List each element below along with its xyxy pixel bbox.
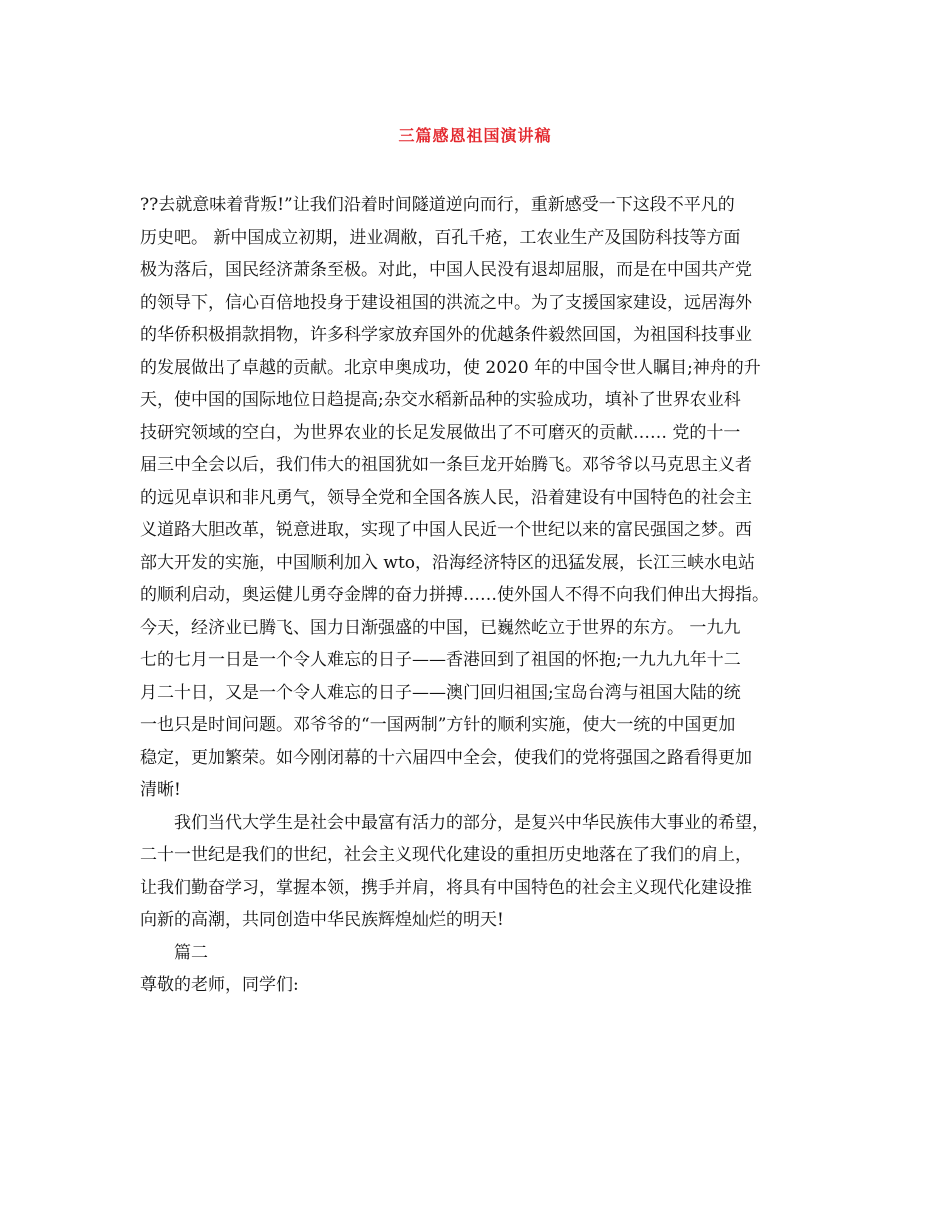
text-line: 的领导下，信心百倍地投身于建设祖国的洪流之中。为了支援国家建设，远居海外 [140,292,752,313]
text-line: 尊敬的老师，同学们: [140,975,299,995]
text-line: 我们当代大学生是社会中最富有活力的部分，是复兴中华民族伟大事业的希望， [174,812,769,833]
text-line: 让我们勤奋学习，掌握本领，携手并肩，将具有中国特色的社会主义现代化建设推 [140,877,752,898]
text-line: 向新的高潮，共同创造中华民族辉煌灿烂的明天! [140,910,504,930]
document-title: 三篇感恩祖国演讲稿 [398,126,552,145]
text-line: 清晰! [140,780,181,800]
text-line: 月二十日，又是一个令人难忘的日子——澳门回归祖国;宝岛台湾与祖国大陆的统 [140,682,741,703]
text-line: 届三中全会以后，我们伟大的祖国犹如一条巨龙开始腾飞。邓爷爷以马克思主义者 [140,455,752,475]
text-line: 天，使中国的国际地位日趋提高;杂交水稻新品种的实验成功，填补了世界农业科 [140,390,741,410]
text-line: 七的七月一日是一个令人难忘的日子——香港回到了祖国的怀抱;一九九九年十二 [140,650,741,670]
text-line: 的华侨积极捐款捐物，许多科学家放弃国外的优越条件毅然回国，为祖国科技事业 [140,325,752,345]
text-line: 的远见卓识和非凡勇气，领导全党和全国各族人民，沿着建设有中国特色的社会主 [140,487,752,508]
text-line: 稳定，更加繁荣。如今刚闭幕的十六届四中全会，使我们的党将强国之路看得更加 [140,747,752,768]
text-line: 今天，经济业已腾飞、国力日渐强盛的中国，已巍然屹立于世界的东方。 一九九 [140,617,741,638]
text-line: 历史吧。 新中国成立初期，进业凋敝，百孔千疮，工农业生产及国防科技等方面 [140,227,741,248]
text-line: 极为落后，国民经济萧条至极。对此，中国人民没有退却屈服，而是在中国共产党 [140,260,752,280]
text-line: 二十一世纪是我们的世纪，社会主义现代化建设的重担历史地落在了我们的肩上， [140,845,752,865]
text-line: 义道路大胆改革，锐意进取，实现了中国人民近一个世纪以来的富民强国之梦。西 [140,520,752,540]
text-line: 部大开发的实施，中国顺利加入 wto，沿海经济特区的迅猛发展，长江三峡水电站 [140,552,756,573]
text-line: 一也只是时间问题。邓爷爷的“一国两制”方针的顺利实施，使大一统的中国更加 [140,715,736,735]
text-line: 的顺利启动，奥运健儿勇夺金牌的奋力拼搏……使外国人不得不向我们伸出大拇指。 [140,585,769,605]
text-line: 的发展做出了卓越的贡献。北京申奥成功，使 2020 年的中国令世人瞩目;神舟的升 [140,357,761,378]
text-line: 技研究领域的空白，为世界农业的长足发展做出了不可磨灭的贡献…… 党的十一 [140,422,741,443]
text-line: ??去就意味着背叛!”让我们沿着时间隧道逆向而行，重新感受一下这段不平凡的 [140,195,735,215]
text-line: 篇二 [174,942,208,963]
